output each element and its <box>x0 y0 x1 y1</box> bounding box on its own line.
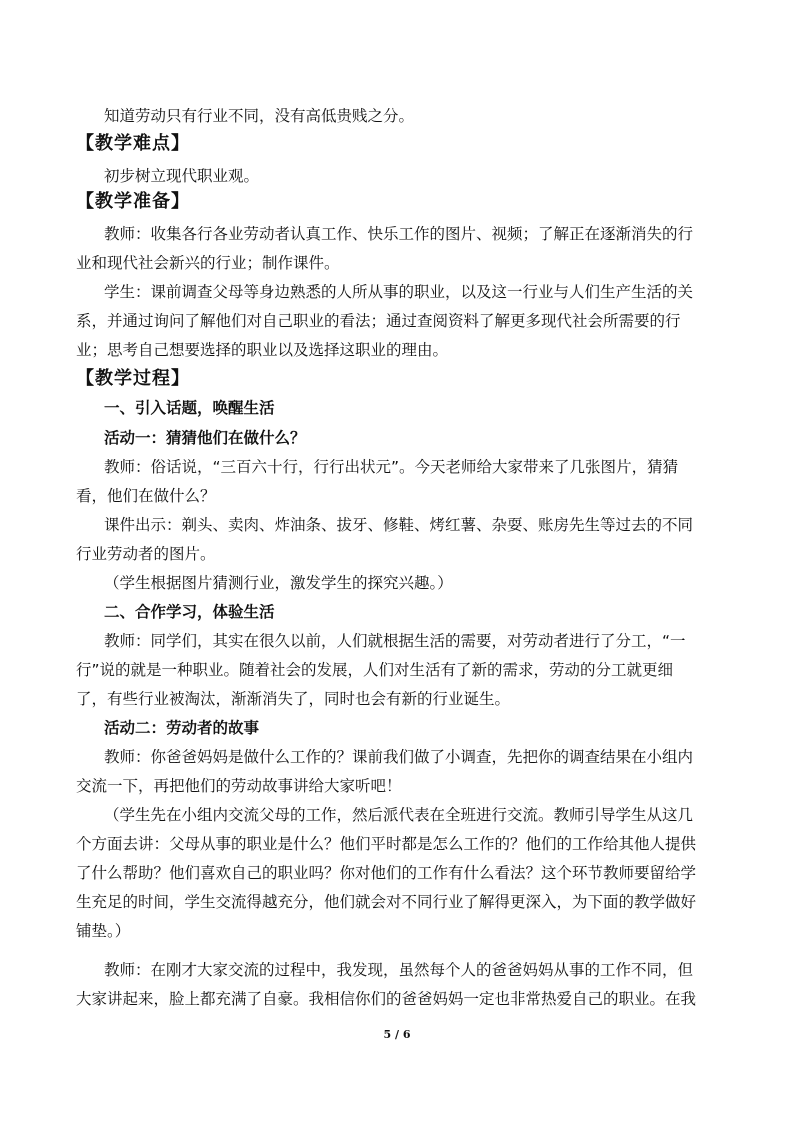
page-number: 5 / 6 <box>383 1028 411 1041</box>
text-line: 教师：同学们，其实在很久以前，人们就根据生活的需要，对劳动者进行了分工，“一 <box>104 632 686 650</box>
activity-heading: 活动二：劳动者的故事 <box>104 719 260 737</box>
activity-heading: 活动一：猜猜他们在做什么？ <box>104 429 306 447</box>
text-line: 生充足的时间，学生交流得越充分，他们就会对不同行业了解得更深入，为下面的教学做好 <box>76 893 697 911</box>
text-line: 学生：课前调查父母等身边熟悉的人所从事的职业，以及这一行业与人们生产生活的关 <box>104 283 694 301</box>
section-heading: 【教学准备】 <box>76 191 190 212</box>
subheading: 二、合作学习，体验生活 <box>104 603 275 621</box>
text-line: 课件出示：剃头、卖肉、炸油条、拔牙、修鞋、烤红薯、杂耍、账房先生等过去的不同 <box>104 516 694 534</box>
text-line: 行”说的就是一种职业。随着社会的发展，人们对生活有了新的需求，劳动的分工就更细 <box>76 661 674 679</box>
text-line: 铺垫。） <box>76 922 131 940</box>
text-line: 知道劳动只有行业不同，没有高低贵贱之分。 <box>104 107 415 125</box>
text-line: 教师：在刚才大家交流的过程中，我发现，虽然每个人的爸爸妈妈从事的工作不同，但 <box>104 961 694 979</box>
text-line: 交流一下，再把他们的劳动故事讲给大家听吧！ <box>76 777 402 795</box>
text-line: （学生先在小组内交流父母的工作，然后派代表在全班进行交流。教师引导学生从这几 <box>104 806 694 824</box>
subheading: 一、引入话题，唤醒生活 <box>104 399 275 417</box>
section-heading: 【教学难点】 <box>76 133 190 154</box>
text-line: 了，有些行业被淘汰，渐渐消失了，同时也会有新的行业诞生。 <box>76 690 511 708</box>
text-line: （学生根据图片猜测行业，激发学生的探究兴趣。） <box>104 574 453 592</box>
text-line: 看，他们在做什么？ <box>76 487 216 505</box>
text-line: 业；思考自己想要选择的职业以及选择这职业的理由。 <box>76 341 449 359</box>
text-line: 教师：收集各行各业劳动者认真工作、快乐工作的图片、视频；了解正在逐渐消失的行 <box>104 225 694 243</box>
text-line: 教师：你爸爸妈妈是做什么工作的？课前我们做了小调查，先把你的调查结果在小组内 <box>104 748 694 766</box>
text-line: 系，并通过询问了解他们对自己职业的看法；通过查阅资料了解更多现代社会所需要的行 <box>76 312 681 330</box>
text-line: 了什么帮助？他们喜欢自己的职业吗？你对他们的工作有什么看法？这个环节教师要留给学 <box>76 864 697 882</box>
text-line: 大家讲起来，脸上都充满了自豪。我相信你们的爸爸妈妈一定也非常热爱自己的职业。在我 <box>76 990 697 1008</box>
text-line: 教师：俗话说，“三百六十行，行行出状元”。今天老师给大家带来了几张图片，猜猜 <box>104 458 679 476</box>
text-line: 行业劳动者的图片。 <box>76 545 216 563</box>
text-line: 业和现代社会新兴的行业；制作课件。 <box>76 254 340 272</box>
text-line: 个方面去讲：父母从事的职业是什么？他们平时都是怎么工作的？他们的工作给其他人提供 <box>76 835 697 853</box>
section-heading: 【教学过程】 <box>76 368 190 389</box>
text-line: 初步树立现代职业观。 <box>104 167 260 185</box>
